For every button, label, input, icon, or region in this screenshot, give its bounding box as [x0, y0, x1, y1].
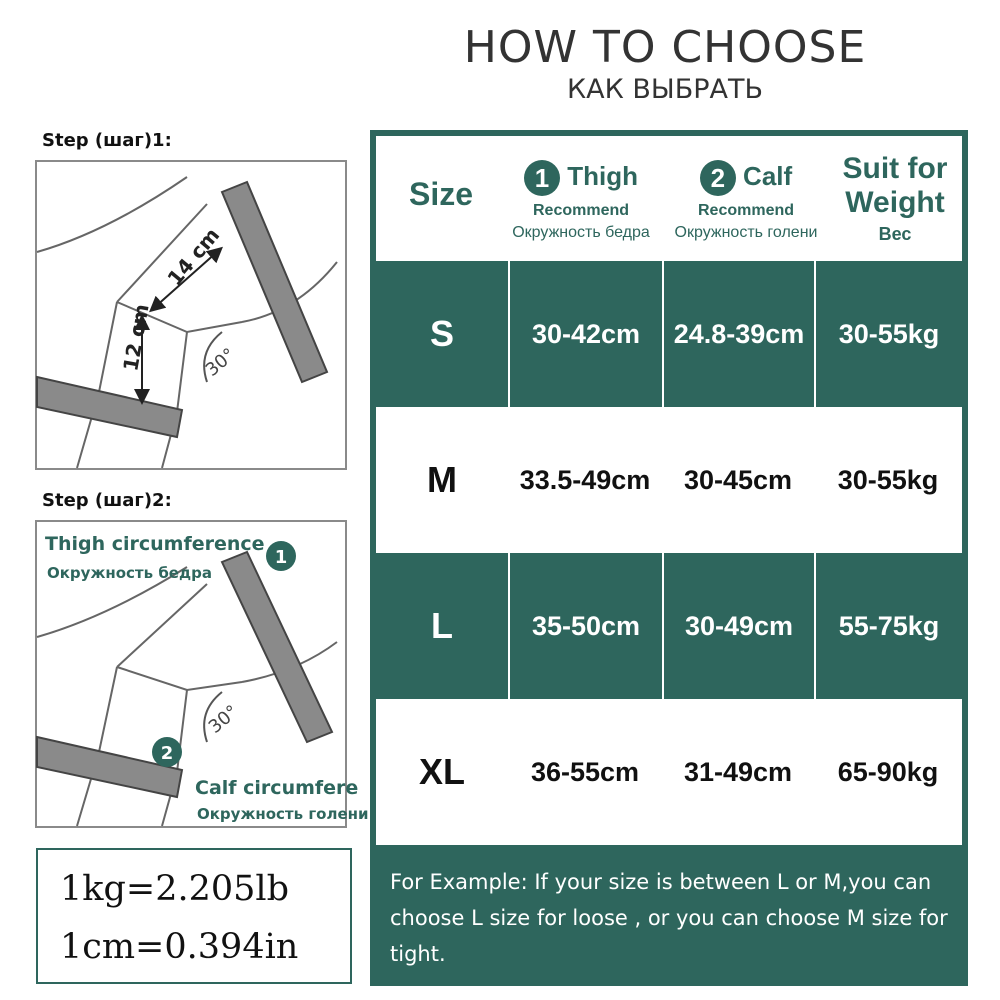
table-row [376, 407, 962, 553]
calf-cell: 30-45cm [683, 464, 793, 495]
unit-conversion-box [36, 848, 352, 984]
weight-cell: 30-55kg [837, 464, 939, 495]
calf-tape [37, 377, 182, 437]
page-subtitle: КАК ВЫБРАТЬ [566, 74, 764, 105]
size-cell: S [429, 313, 454, 354]
svg-text:2: 2 [160, 743, 174, 764]
weight-cell: 55-75kg [814, 553, 962, 699]
table-header [376, 136, 962, 261]
size-table [370, 130, 968, 986]
thigh-circumference-label: Thigh circumference [45, 533, 265, 555]
table-row [376, 699, 962, 845]
table-row [376, 553, 962, 699]
step1-label: Step (шаг)1: [42, 130, 172, 151]
thigh-circumference-label-ru: Окружность бедра [47, 564, 212, 582]
thigh-cell: 35-50cm [508, 553, 662, 699]
header-calf: 2 Calf Recommend Окружность голени [674, 160, 818, 241]
size-cell: L [431, 605, 453, 646]
thigh-cell: 33.5-49cm [519, 464, 651, 495]
step2-label: Step (шаг)2: [42, 490, 172, 511]
size-cell: XL [418, 751, 465, 792]
step2-illustration [35, 520, 369, 828]
thigh-cell: 36-55cm [530, 756, 640, 787]
calf-circumference-label-ru: Окружность голени [197, 805, 369, 823]
knee-diagram-1 [37, 162, 345, 468]
thigh-cell: 30-42cm [508, 261, 662, 407]
example-note: For Example: If your size is between L or M,you can choose L size for loose , or you can choose M size for tight. [390, 870, 948, 966]
svg-text:1: 1 [274, 547, 288, 568]
weight-cell: 65-90kg [837, 756, 939, 787]
calf-cell: 30-49cm [662, 553, 814, 699]
calf-cell: 24.8-39cm [662, 261, 814, 407]
step1-width-label: 14 cm [162, 223, 225, 291]
header-weight: Suit for Weight Вес [842, 152, 948, 244]
step1-angle-label: 30° [201, 344, 240, 381]
table-row [376, 261, 962, 407]
weight-conversion: 1kg=2.205lb [60, 869, 290, 909]
knee-diagram-2 [37, 522, 369, 826]
thigh-tape [222, 182, 327, 382]
step1-illustration [35, 160, 347, 470]
size-cell: M [427, 459, 457, 500]
length-conversion: 1cm=0.394in [60, 927, 299, 967]
calf-number-icon: 2 [700, 160, 736, 196]
weight-cell: 30-55kg [814, 261, 962, 407]
step2-angle-label: 30° [204, 701, 243, 738]
step1-height-label: 12 cm [118, 302, 154, 373]
header-thigh: 1 Thigh Recommend Окружность бедра [512, 160, 650, 241]
calf-cell: 31-49cm [683, 756, 793, 787]
thigh-number-icon: 1 [524, 160, 560, 196]
calf-circumference-label: Calf circumfere [195, 777, 359, 799]
header-size: Size [408, 176, 474, 212]
page-title: HOW TO CHOOSE [463, 22, 867, 73]
